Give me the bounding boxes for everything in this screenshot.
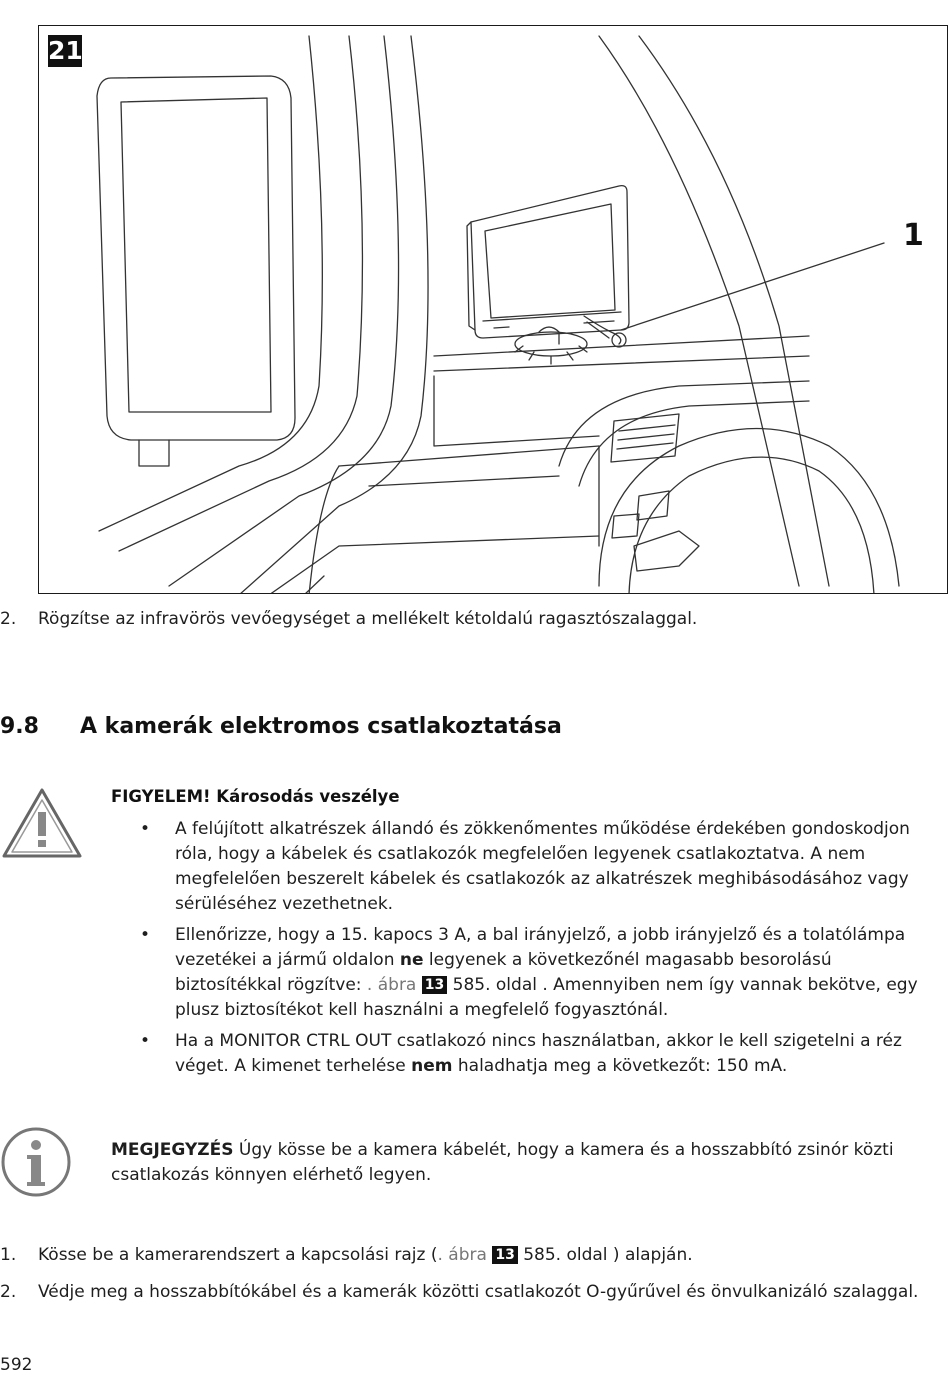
warning-text: haladhatja meg a következőt: 150 mA. [452,1056,788,1076]
bullet: • [140,925,151,945]
figure-21 [38,25,948,594]
figure-badge: 13 [492,1246,517,1264]
bullet: • [140,1031,151,1051]
warning-item [140,923,940,1023]
step-number: 2. [0,609,17,629]
figure-number: 21 [48,36,83,65]
info-icon [0,1126,72,1198]
note-text: Úgy kösse be a kamera kábelét, hogy a kamera és a hosszabbító zsinór közti csatlakozás könnyen elérhető legyen. [111,1140,894,1185]
step-item [0,607,940,631]
warning-item [140,1029,940,1079]
warning-title: FIGYELEM! Károsodás veszélye [111,787,400,806]
warning-item [140,817,940,917]
step-text: Kösse be a kamerarendszert a kapcsolási rajz ( [38,1245,438,1265]
warning-text: A felújított alkatrészek állandó és zökkenőmentes működése érdekében gondoskodjon róla, hogy a kábelek és csatlakozók megfelelően legyenek csatlakoztatva. A nem megfelelően beszerelt kábelek és csatlakozók az alkatrészek meghibásodásához vagy sérüléséhez vezethetnek. [175,819,910,914]
figure-reference-link[interactable]: . ábra [437,1245,487,1265]
note-block [111,1138,911,1188]
section-title: A kamerák elektromos csatlakoztatása [80,714,562,739]
step-item [0,1280,940,1304]
figure-badge: 13 [422,976,447,994]
section-number: 9.8 [0,714,39,739]
note-label: MEGJEGYZÉS [111,1140,234,1160]
callout-label: 1 [903,218,924,253]
step-number: 1. [0,1245,17,1265]
cab-illustration [39,26,948,594]
warning-list [140,817,940,1085]
emphasis: nem [411,1056,453,1076]
step-item [0,1243,940,1267]
emphasis: ne [399,950,424,970]
warning-text: 585. oldal . Amennyiben nem így vannak bekötve, egy plusz biztosítékot kell használni a megfelelő fogyasztónál. [175,975,918,1020]
bullet: • [140,819,151,839]
step-number: 2. [0,1282,17,1302]
step-text-container [38,1243,693,1267]
warning-triangle-icon [0,786,84,860]
step-text: Védje meg a hosszabbítókábel és a kamerák közötti csatlakozót O-gyűrűvel és önvulkanizáló szalaggal. [38,1282,919,1302]
figure-reference-link[interactable]: . ábra [366,975,417,995]
step-text: 585. oldal ) alapján. [517,1245,693,1265]
page-number: 592 [0,1355,33,1375]
warning-text: Ellenőrizze, hogy a 15. kapocs 3 A, a bal irányjelző, a jobb irányjelző és a tolatólámpa vezetékei a jármű oldalon [175,925,906,970]
step-text: Rögzítse az infravörös vevőegységet a mellékelt kétoldalú ragasztószalaggal. [38,609,698,629]
warning-text: Ha a MONITOR CTRL OUT csatlakozó nincs használatban, akkor le kell szigetelni a réz véget. A kimenet terhelése [175,1031,902,1076]
warning-text: legyenek a következőnél magasabb besorolású biztosítékkal rögzítve: [175,950,832,995]
